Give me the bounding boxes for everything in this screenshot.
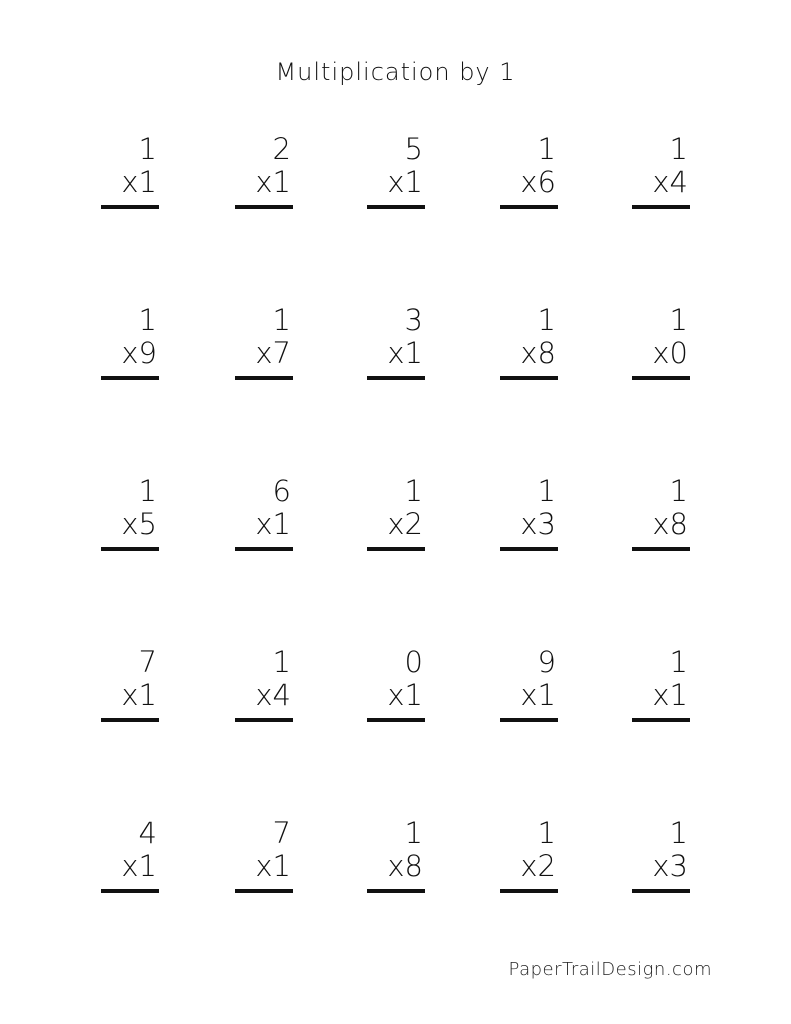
- problem-multiplier: x4: [255, 678, 291, 712]
- problem-top-number: 1: [272, 645, 291, 679]
- problem-multiplier: x8: [387, 849, 423, 883]
- problem-top-number: 1: [669, 474, 688, 508]
- answer-line: [367, 205, 425, 209]
- problem-multiplier: x1: [255, 165, 291, 199]
- problem-top-number: 1: [138, 132, 157, 166]
- answer-line: [500, 718, 558, 722]
- problem-20: [632, 646, 690, 726]
- problem-top-number: 1: [138, 303, 157, 337]
- problem-multiplier: x2: [387, 507, 423, 541]
- problem-top-number: 3: [404, 303, 423, 337]
- answer-line: [500, 547, 558, 551]
- problem-12: [235, 475, 293, 555]
- problem-multiplier: x1: [255, 507, 291, 541]
- problem-2: [235, 133, 293, 213]
- answer-line: [101, 718, 159, 722]
- problem-11: [101, 475, 159, 555]
- problem-17: [235, 646, 293, 726]
- problem-top-number: 5: [404, 132, 423, 166]
- problem-top-number: 7: [272, 816, 291, 850]
- problem-14: [500, 475, 558, 555]
- problem-13: [367, 475, 425, 555]
- answer-line: [235, 547, 293, 551]
- site-footer-link[interactable]: PaperTrailDesign.com: [508, 959, 712, 980]
- problem-multiplier: x1: [121, 678, 157, 712]
- problem-top-number: 1: [404, 474, 423, 508]
- answer-line: [500, 889, 558, 893]
- problem-top-number: 1: [272, 303, 291, 337]
- answer-line: [235, 205, 293, 209]
- problem-25: [632, 817, 690, 897]
- problem-top-number: 1: [537, 474, 556, 508]
- problem-multiplier: x3: [520, 507, 556, 541]
- problem-multiplier: x4: [652, 165, 688, 199]
- problem-multiplier: x1: [121, 165, 157, 199]
- problem-18: [367, 646, 425, 726]
- problem-multiplier: x1: [255, 849, 291, 883]
- problem-19: [500, 646, 558, 726]
- problem-multiplier: x1: [387, 336, 423, 370]
- problem-multiplier: x1: [652, 678, 688, 712]
- answer-line: [235, 718, 293, 722]
- problem-15: [632, 475, 690, 555]
- problem-5: [632, 133, 690, 213]
- problem-3: [367, 133, 425, 213]
- problem-22: [235, 817, 293, 897]
- problem-multiplier: x1: [387, 165, 423, 199]
- problem-multiplier: x8: [520, 336, 556, 370]
- problem-top-number: 1: [537, 303, 556, 337]
- problem-24: [500, 817, 558, 897]
- answer-line: [101, 889, 159, 893]
- problem-9: [500, 304, 558, 384]
- problem-7: [235, 304, 293, 384]
- problem-multiplier: x9: [121, 336, 157, 370]
- problem-multiplier: x3: [652, 849, 688, 883]
- problem-4: [500, 133, 558, 213]
- problem-top-number: 1: [669, 645, 688, 679]
- problem-top-number: 4: [138, 816, 157, 850]
- problem-16: [101, 646, 159, 726]
- answer-line: [101, 547, 159, 551]
- answer-line: [632, 718, 690, 722]
- answer-line: [500, 205, 558, 209]
- problem-multiplier: x8: [652, 507, 688, 541]
- answer-line: [632, 376, 690, 380]
- problem-10: [632, 304, 690, 384]
- answer-line: [235, 889, 293, 893]
- problem-top-number: 1: [669, 303, 688, 337]
- answer-line: [101, 205, 159, 209]
- answer-line: [500, 376, 558, 380]
- problem-top-number: 6: [272, 474, 291, 508]
- problem-top-number: 1: [669, 816, 688, 850]
- problem-multiplier: x5: [121, 507, 157, 541]
- problem-1: [101, 133, 159, 213]
- problem-6: [101, 304, 159, 384]
- problem-top-number: 1: [404, 816, 423, 850]
- problem-top-number: 0: [404, 645, 423, 679]
- problem-top-number: 1: [138, 474, 157, 508]
- problem-multiplier: x0: [652, 336, 688, 370]
- worksheet-title: Multiplication by 1: [275, 58, 516, 86]
- answer-line: [367, 718, 425, 722]
- problem-top-number: 1: [537, 816, 556, 850]
- problem-multiplier: x2: [520, 849, 556, 883]
- problem-23: [367, 817, 425, 897]
- answer-line: [367, 889, 425, 893]
- problem-21: [101, 817, 159, 897]
- answer-line: [101, 376, 159, 380]
- answer-line: [367, 376, 425, 380]
- problem-multiplier: x1: [387, 678, 423, 712]
- answer-line: [632, 889, 690, 893]
- problem-multiplier: x7: [255, 336, 291, 370]
- answer-line: [632, 205, 690, 209]
- problem-multiplier: x1: [121, 849, 157, 883]
- problem-top-number: 1: [537, 132, 556, 166]
- answer-line: [367, 547, 425, 551]
- answer-line: [235, 376, 293, 380]
- problem-8: [367, 304, 425, 384]
- problem-multiplier: x6: [520, 165, 556, 199]
- problem-multiplier: x1: [520, 678, 556, 712]
- problem-top-number: 1: [669, 132, 688, 166]
- problem-top-number: 7: [138, 645, 157, 679]
- problem-top-number: 2: [272, 132, 291, 166]
- answer-line: [632, 547, 690, 551]
- problem-top-number: 9: [537, 645, 556, 679]
